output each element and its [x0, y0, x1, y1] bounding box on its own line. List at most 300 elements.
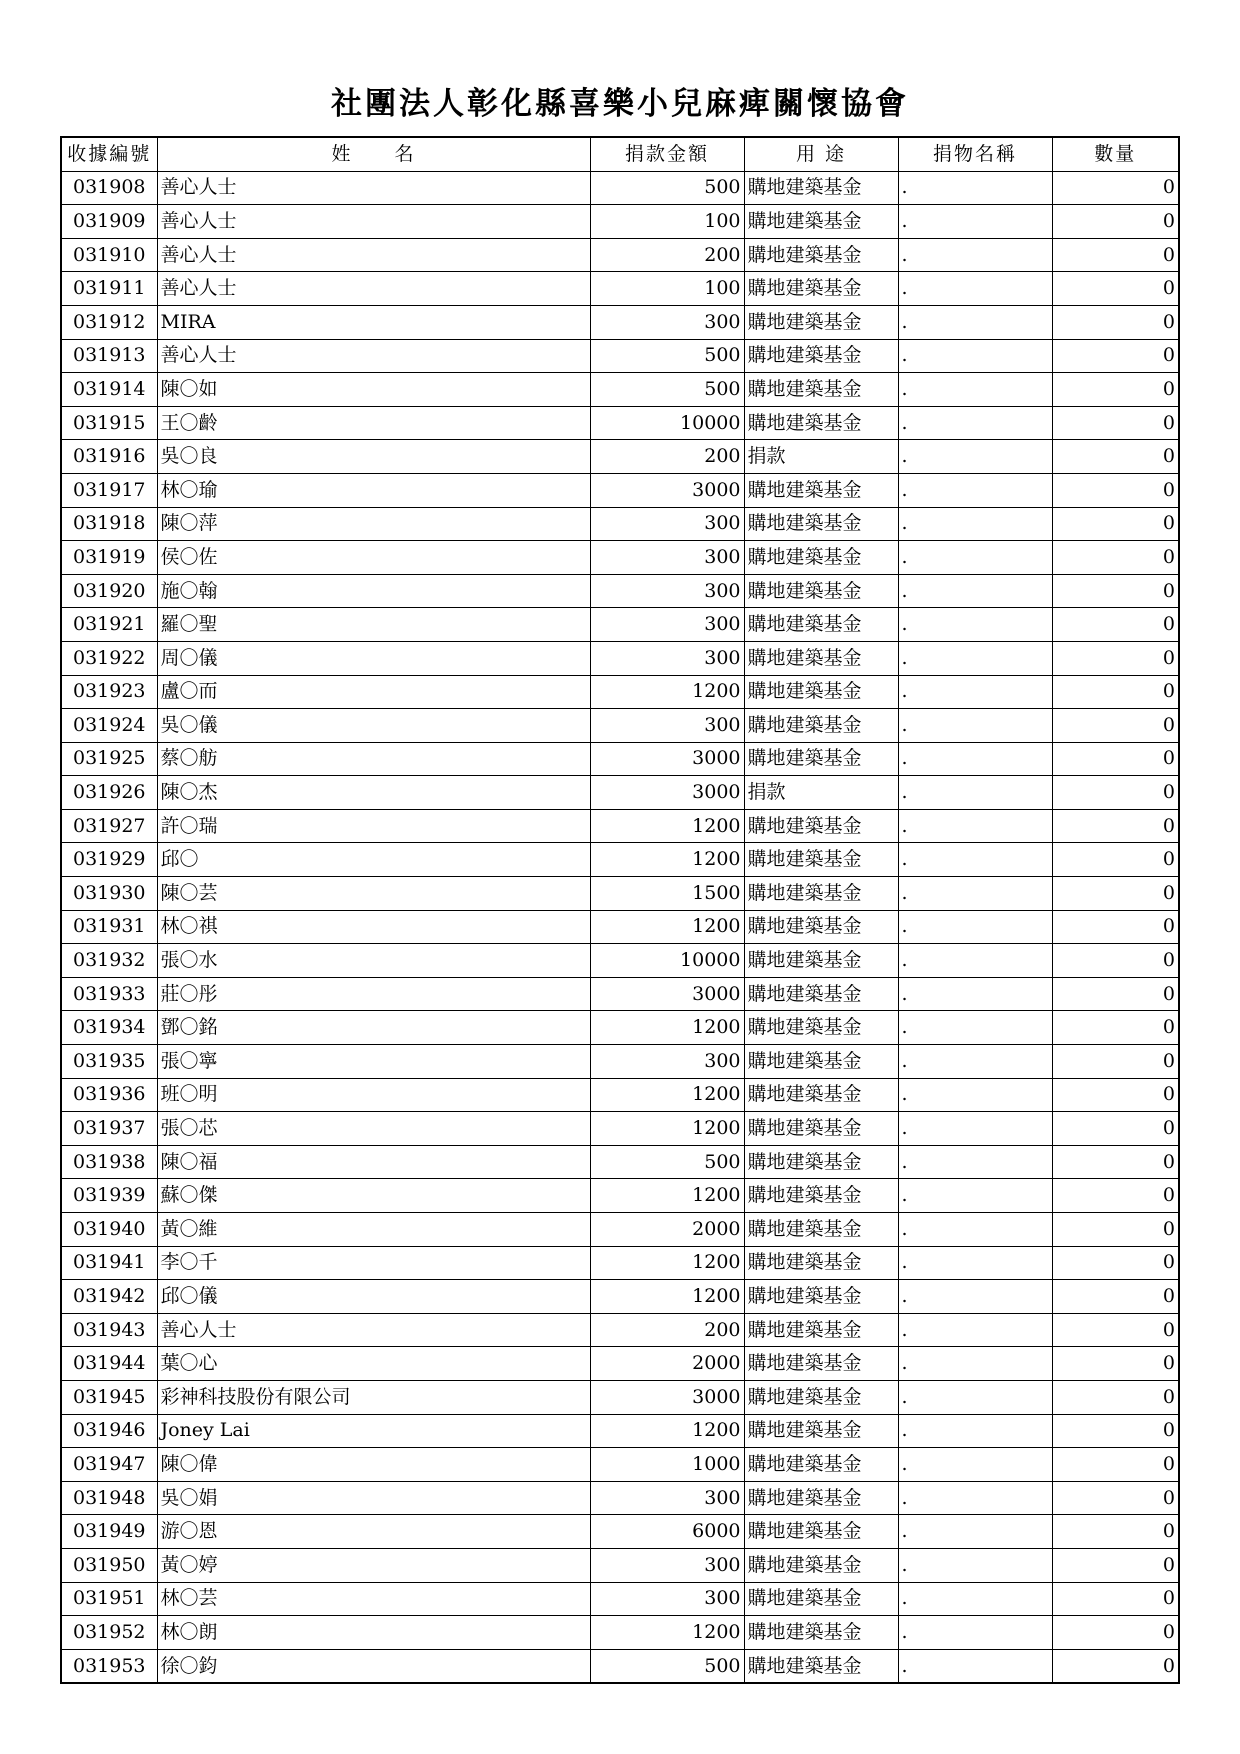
- table-row: [61, 1347, 1179, 1381]
- usage-cell: 購地建築基金: [744, 373, 898, 407]
- donor-name-cell: 徐〇鈞: [157, 1649, 590, 1683]
- donor-name-cell: 林〇瑜: [157, 473, 590, 507]
- receipt-no-cell: 031937: [61, 1112, 157, 1146]
- amount-cell: 300: [590, 1045, 744, 1079]
- amount-cell: 300: [590, 574, 744, 608]
- quantity-cell: 0: [1052, 1078, 1179, 1112]
- donor-name-cell: 吳〇儀: [157, 709, 590, 743]
- donor-name-cell: Joney Lai: [157, 1414, 590, 1448]
- amount-cell: 1200: [590, 1179, 744, 1213]
- item-name-cell: .: [898, 1246, 1052, 1280]
- quantity-cell: 0: [1052, 1380, 1179, 1414]
- amount-cell: 1200: [590, 1078, 744, 1112]
- amount-cell: 3000: [590, 977, 744, 1011]
- amount-cell: 6000: [590, 1515, 744, 1549]
- header-receipt-no: 收據編號: [61, 137, 157, 171]
- amount-cell: 300: [590, 1481, 744, 1515]
- receipt-no-cell: 031948: [61, 1481, 157, 1515]
- receipt-no-cell: 031929: [61, 843, 157, 877]
- donor-name-cell: 善心人士: [157, 272, 590, 306]
- usage-cell: 購地建築基金: [744, 1515, 898, 1549]
- amount-cell: 300: [590, 641, 744, 675]
- table-row: [61, 1313, 1179, 1347]
- header-name: 姓 名: [157, 137, 590, 171]
- amount-cell: 10000: [590, 406, 744, 440]
- donor-name-cell: 羅〇聖: [157, 608, 590, 642]
- item-name-cell: .: [898, 1179, 1052, 1213]
- donor-name-cell: 彩神科技股份有限公司: [157, 1380, 590, 1414]
- table-row: [61, 1414, 1179, 1448]
- donor-name-cell: 林〇朗: [157, 1616, 590, 1650]
- donor-name-cell: 侯〇佐: [157, 541, 590, 575]
- receipt-no-cell: 031916: [61, 440, 157, 474]
- table-row: [61, 305, 1179, 339]
- amount-cell: 300: [590, 608, 744, 642]
- quantity-cell: 0: [1052, 742, 1179, 776]
- quantity-cell: 0: [1052, 944, 1179, 978]
- item-name-cell: .: [898, 1347, 1052, 1381]
- usage-cell: 購地建築基金: [744, 1045, 898, 1079]
- donor-name-cell: 盧〇而: [157, 675, 590, 709]
- usage-cell: 購地建築基金: [744, 473, 898, 507]
- receipt-no-cell: 031930: [61, 877, 157, 911]
- item-name-cell: .: [898, 1649, 1052, 1683]
- receipt-no-cell: 031917: [61, 473, 157, 507]
- quantity-cell: 0: [1052, 1515, 1179, 1549]
- item-name-cell: .: [898, 1045, 1052, 1079]
- quantity-cell: 0: [1052, 305, 1179, 339]
- amount-cell: 3000: [590, 776, 744, 810]
- quantity-cell: 0: [1052, 238, 1179, 272]
- table-row: [61, 877, 1179, 911]
- amount-cell: 1200: [590, 809, 744, 843]
- table-row: [61, 1448, 1179, 1482]
- usage-cell: 捐款: [744, 776, 898, 810]
- table-row: [61, 742, 1179, 776]
- amount-cell: 3000: [590, 742, 744, 776]
- donor-name-cell: 鄧〇銘: [157, 1011, 590, 1045]
- amount-cell: 2000: [590, 1213, 744, 1247]
- donation-table: [60, 136, 1180, 1684]
- item-name-cell: .: [898, 238, 1052, 272]
- donor-name-cell: 張〇芯: [157, 1112, 590, 1146]
- donor-name-cell: 林〇芸: [157, 1582, 590, 1616]
- amount-cell: 100: [590, 272, 744, 306]
- receipt-no-cell: 031919: [61, 541, 157, 575]
- usage-cell: 購地建築基金: [744, 1582, 898, 1616]
- usage-cell: 購地建築基金: [744, 205, 898, 239]
- amount-cell: 200: [590, 238, 744, 272]
- usage-cell: 購地建築基金: [744, 574, 898, 608]
- receipt-no-cell: 031915: [61, 406, 157, 440]
- usage-cell: 購地建築基金: [744, 339, 898, 373]
- amount-cell: 300: [590, 541, 744, 575]
- table-row: [61, 608, 1179, 642]
- receipt-no-cell: 031914: [61, 373, 157, 407]
- donor-name-cell: 邱〇儀: [157, 1280, 590, 1314]
- receipt-no-cell: 031943: [61, 1313, 157, 1347]
- item-name-cell: .: [898, 1380, 1052, 1414]
- amount-cell: 500: [590, 1145, 744, 1179]
- table-row: [61, 944, 1179, 978]
- quantity-cell: 0: [1052, 877, 1179, 911]
- amount-cell: 1500: [590, 877, 744, 911]
- usage-cell: 購地建築基金: [744, 608, 898, 642]
- table-row: [61, 1246, 1179, 1280]
- quantity-cell: 0: [1052, 373, 1179, 407]
- header-usage: 用 途: [744, 137, 898, 171]
- receipt-no-cell: 031918: [61, 507, 157, 541]
- quantity-cell: 0: [1052, 1213, 1179, 1247]
- header-item-name: 捐物名稱: [898, 137, 1052, 171]
- item-name-cell: .: [898, 809, 1052, 843]
- amount-cell: 300: [590, 709, 744, 743]
- item-name-cell: .: [898, 1112, 1052, 1146]
- receipt-no-cell: 031908: [61, 171, 157, 205]
- table-row: [61, 1179, 1179, 1213]
- table-row: [61, 541, 1179, 575]
- quantity-cell: 0: [1052, 1481, 1179, 1515]
- usage-cell: 購地建築基金: [744, 1380, 898, 1414]
- donor-name-cell: 周〇儀: [157, 641, 590, 675]
- quantity-cell: 0: [1052, 1179, 1179, 1213]
- table-row: [61, 910, 1179, 944]
- item-name-cell: .: [898, 641, 1052, 675]
- item-name-cell: .: [898, 440, 1052, 474]
- receipt-no-cell: 031931: [61, 910, 157, 944]
- table-row: [61, 440, 1179, 474]
- donor-name-cell: 施〇翰: [157, 574, 590, 608]
- usage-cell: 購地建築基金: [744, 238, 898, 272]
- page-title: 社團法人彰化縣喜樂小兒麻痺關懷協會: [331, 86, 909, 122]
- amount-cell: 2000: [590, 1347, 744, 1381]
- quantity-cell: 0: [1052, 709, 1179, 743]
- usage-cell: 購地建築基金: [744, 406, 898, 440]
- item-name-cell: .: [898, 272, 1052, 306]
- quantity-cell: 0: [1052, 406, 1179, 440]
- quantity-cell: 0: [1052, 272, 1179, 306]
- item-name-cell: .: [898, 944, 1052, 978]
- usage-cell: 購地建築基金: [744, 1414, 898, 1448]
- donor-name-cell: 善心人士: [157, 339, 590, 373]
- receipt-no-cell: 031932: [61, 944, 157, 978]
- table-row: [61, 1280, 1179, 1314]
- receipt-no-cell: 031926: [61, 776, 157, 810]
- table-row: [61, 205, 1179, 239]
- table-row: [61, 1616, 1179, 1650]
- donor-name-cell: 蔡〇舫: [157, 742, 590, 776]
- amount-cell: 3000: [590, 1380, 744, 1414]
- donor-name-cell: 陳〇杰: [157, 776, 590, 810]
- item-name-cell: .: [898, 373, 1052, 407]
- usage-cell: 購地建築基金: [744, 809, 898, 843]
- table-row: [61, 272, 1179, 306]
- item-name-cell: .: [898, 877, 1052, 911]
- donor-name-cell: 陳〇萍: [157, 507, 590, 541]
- item-name-cell: .: [898, 1616, 1052, 1650]
- item-name-cell: .: [898, 406, 1052, 440]
- donor-name-cell: MIRA: [157, 305, 590, 339]
- amount-cell: 1200: [590, 910, 744, 944]
- usage-cell: 購地建築基金: [744, 877, 898, 911]
- receipt-no-cell: 031936: [61, 1078, 157, 1112]
- item-name-cell: .: [898, 473, 1052, 507]
- table-row: [61, 339, 1179, 373]
- receipt-no-cell: 031925: [61, 742, 157, 776]
- item-name-cell: .: [898, 171, 1052, 205]
- donor-name-cell: 許〇瑞: [157, 809, 590, 843]
- item-name-cell: .: [898, 1011, 1052, 1045]
- usage-cell: 購地建築基金: [744, 675, 898, 709]
- quantity-cell: 0: [1052, 1347, 1179, 1381]
- quantity-cell: 0: [1052, 1616, 1179, 1650]
- receipt-no-cell: 031939: [61, 1179, 157, 1213]
- table-header-row: [61, 137, 1179, 171]
- table-row: [61, 1649, 1179, 1683]
- quantity-cell: 0: [1052, 977, 1179, 1011]
- item-name-cell: .: [898, 1078, 1052, 1112]
- quantity-cell: 0: [1052, 473, 1179, 507]
- quantity-cell: 0: [1052, 1582, 1179, 1616]
- table-row: [61, 1078, 1179, 1112]
- item-name-cell: .: [898, 843, 1052, 877]
- item-name-cell: .: [898, 608, 1052, 642]
- table-row: [61, 171, 1179, 205]
- quantity-cell: 0: [1052, 1280, 1179, 1314]
- receipt-no-cell: 031945: [61, 1380, 157, 1414]
- amount-cell: 1200: [590, 1616, 744, 1650]
- receipt-no-cell: 031952: [61, 1616, 157, 1650]
- donor-name-cell: 善心人士: [157, 238, 590, 272]
- table-row: [61, 406, 1179, 440]
- quantity-cell: 0: [1052, 541, 1179, 575]
- table-row: [61, 1045, 1179, 1079]
- amount-cell: 500: [590, 171, 744, 205]
- usage-cell: 購地建築基金: [744, 1313, 898, 1347]
- usage-cell: 購地建築基金: [744, 1347, 898, 1381]
- receipt-no-cell: 031941: [61, 1246, 157, 1280]
- usage-cell: 購地建築基金: [744, 1011, 898, 1045]
- table-row: [61, 776, 1179, 810]
- table-row: [61, 809, 1179, 843]
- receipt-no-cell: 031921: [61, 608, 157, 642]
- amount-cell: 1200: [590, 843, 744, 877]
- table-row: [61, 675, 1179, 709]
- quantity-cell: 0: [1052, 507, 1179, 541]
- item-name-cell: .: [898, 776, 1052, 810]
- table-row: [61, 574, 1179, 608]
- usage-cell: 購地建築基金: [744, 944, 898, 978]
- quantity-cell: 0: [1052, 1011, 1179, 1045]
- receipt-no-cell: 031911: [61, 272, 157, 306]
- receipt-no-cell: 031953: [61, 1649, 157, 1683]
- item-name-cell: .: [898, 1548, 1052, 1582]
- usage-cell: 購地建築基金: [744, 1649, 898, 1683]
- usage-cell: 購地建築基金: [744, 1280, 898, 1314]
- donor-name-cell: 吳〇良: [157, 440, 590, 474]
- receipt-no-cell: 031935: [61, 1045, 157, 1079]
- receipt-no-cell: 031942: [61, 1280, 157, 1314]
- item-name-cell: .: [898, 1481, 1052, 1515]
- item-name-cell: .: [898, 1582, 1052, 1616]
- receipt-no-cell: 031940: [61, 1213, 157, 1247]
- table-row: [61, 709, 1179, 743]
- receipt-no-cell: 031924: [61, 709, 157, 743]
- amount-cell: 500: [590, 373, 744, 407]
- donor-name-cell: 陳〇福: [157, 1145, 590, 1179]
- usage-cell: 購地建築基金: [744, 709, 898, 743]
- usage-cell: 購地建築基金: [744, 910, 898, 944]
- donor-name-cell: 葉〇心: [157, 1347, 590, 1381]
- header-amount: 捐款金額: [590, 137, 744, 171]
- table-row: [61, 1213, 1179, 1247]
- amount-cell: 1200: [590, 1011, 744, 1045]
- amount-cell: 1200: [590, 1414, 744, 1448]
- usage-cell: 購地建築基金: [744, 742, 898, 776]
- amount-cell: 300: [590, 305, 744, 339]
- donor-name-cell: 善心人士: [157, 205, 590, 239]
- table-row: [61, 1515, 1179, 1549]
- usage-cell: 購地建築基金: [744, 1179, 898, 1213]
- donor-name-cell: 陳〇芸: [157, 877, 590, 911]
- amount-cell: 10000: [590, 944, 744, 978]
- donor-name-cell: 邱〇: [157, 843, 590, 877]
- quantity-cell: 0: [1052, 843, 1179, 877]
- usage-cell: 購地建築基金: [744, 272, 898, 306]
- donor-name-cell: 蘇〇傑: [157, 1179, 590, 1213]
- table-row: [61, 1582, 1179, 1616]
- quantity-cell: 0: [1052, 171, 1179, 205]
- receipt-no-cell: 031920: [61, 574, 157, 608]
- table-row: [61, 1548, 1179, 1582]
- receipt-no-cell: 031949: [61, 1515, 157, 1549]
- table-row: [61, 1481, 1179, 1515]
- item-name-cell: .: [898, 305, 1052, 339]
- usage-cell: 購地建築基金: [744, 305, 898, 339]
- quantity-cell: 0: [1052, 1246, 1179, 1280]
- amount-cell: 300: [590, 507, 744, 541]
- usage-cell: 購地建築基金: [744, 1448, 898, 1482]
- donor-name-cell: 黃〇婷: [157, 1548, 590, 1582]
- item-name-cell: .: [898, 1448, 1052, 1482]
- usage-cell: 購地建築基金: [744, 171, 898, 205]
- quantity-cell: 0: [1052, 339, 1179, 373]
- quantity-cell: 0: [1052, 608, 1179, 642]
- quantity-cell: 0: [1052, 910, 1179, 944]
- item-name-cell: .: [898, 709, 1052, 743]
- item-name-cell: .: [898, 1280, 1052, 1314]
- donor-name-cell: 吳〇娟: [157, 1481, 590, 1515]
- receipt-no-cell: 031950: [61, 1548, 157, 1582]
- receipt-no-cell: 031938: [61, 1145, 157, 1179]
- usage-cell: 購地建築基金: [744, 1616, 898, 1650]
- usage-cell: 購地建築基金: [744, 1112, 898, 1146]
- header-quantity: 數量: [1052, 137, 1179, 171]
- donor-name-cell: 張〇水: [157, 944, 590, 978]
- usage-cell: 購地建築基金: [744, 843, 898, 877]
- table-row: [61, 373, 1179, 407]
- receipt-no-cell: 031923: [61, 675, 157, 709]
- usage-cell: 購地建築基金: [744, 1246, 898, 1280]
- quantity-cell: 0: [1052, 440, 1179, 474]
- donor-name-cell: 善心人士: [157, 171, 590, 205]
- usage-cell: 購地建築基金: [744, 977, 898, 1011]
- quantity-cell: 0: [1052, 205, 1179, 239]
- donor-name-cell: 黃〇維: [157, 1213, 590, 1247]
- usage-cell: 購地建築基金: [744, 1213, 898, 1247]
- quantity-cell: 0: [1052, 1649, 1179, 1683]
- quantity-cell: 0: [1052, 1548, 1179, 1582]
- item-name-cell: .: [898, 742, 1052, 776]
- usage-cell: 購地建築基金: [744, 641, 898, 675]
- quantity-cell: 0: [1052, 1145, 1179, 1179]
- table-row: [61, 1112, 1179, 1146]
- receipt-no-cell: 031909: [61, 205, 157, 239]
- donor-name-cell: 陳〇如: [157, 373, 590, 407]
- amount-cell: 1200: [590, 1280, 744, 1314]
- table-row: [61, 1011, 1179, 1045]
- item-name-cell: .: [898, 910, 1052, 944]
- quantity-cell: 0: [1052, 1112, 1179, 1146]
- item-name-cell: .: [898, 977, 1052, 1011]
- amount-cell: 1000: [590, 1448, 744, 1482]
- quantity-cell: 0: [1052, 776, 1179, 810]
- receipt-no-cell: 031947: [61, 1448, 157, 1482]
- donor-name-cell: 王〇齡: [157, 406, 590, 440]
- quantity-cell: 0: [1052, 641, 1179, 675]
- receipt-no-cell: 031922: [61, 641, 157, 675]
- amount-cell: 300: [590, 1548, 744, 1582]
- quantity-cell: 0: [1052, 1414, 1179, 1448]
- item-name-cell: .: [898, 1515, 1052, 1549]
- item-name-cell: .: [898, 339, 1052, 373]
- usage-cell: 購地建築基金: [744, 507, 898, 541]
- quantity-cell: 0: [1052, 574, 1179, 608]
- usage-cell: 購地建築基金: [744, 1481, 898, 1515]
- amount-cell: 500: [590, 1649, 744, 1683]
- table-row: [61, 977, 1179, 1011]
- item-name-cell: .: [898, 574, 1052, 608]
- item-name-cell: .: [898, 1145, 1052, 1179]
- item-name-cell: .: [898, 541, 1052, 575]
- usage-cell: 購地建築基金: [744, 1078, 898, 1112]
- amount-cell: 300: [590, 1582, 744, 1616]
- donor-name-cell: 張〇寧: [157, 1045, 590, 1079]
- quantity-cell: 0: [1052, 1313, 1179, 1347]
- quantity-cell: 0: [1052, 1448, 1179, 1482]
- receipt-no-cell: 031944: [61, 1347, 157, 1381]
- receipt-no-cell: 031951: [61, 1582, 157, 1616]
- amount-cell: 1200: [590, 1246, 744, 1280]
- table-row: [61, 238, 1179, 272]
- amount-cell: 1200: [590, 1112, 744, 1146]
- receipt-no-cell: 031933: [61, 977, 157, 1011]
- table-row: [61, 507, 1179, 541]
- amount-cell: 100: [590, 205, 744, 239]
- amount-cell: 1200: [590, 675, 744, 709]
- donor-name-cell: 林〇祺: [157, 910, 590, 944]
- table-row: [61, 473, 1179, 507]
- usage-cell: 購地建築基金: [744, 541, 898, 575]
- receipt-no-cell: 031934: [61, 1011, 157, 1045]
- amount-cell: 200: [590, 440, 744, 474]
- receipt-no-cell: 031927: [61, 809, 157, 843]
- donor-name-cell: 莊〇彤: [157, 977, 590, 1011]
- item-name-cell: .: [898, 205, 1052, 239]
- donor-name-cell: 善心人士: [157, 1313, 590, 1347]
- receipt-no-cell: 031912: [61, 305, 157, 339]
- table-row: [61, 843, 1179, 877]
